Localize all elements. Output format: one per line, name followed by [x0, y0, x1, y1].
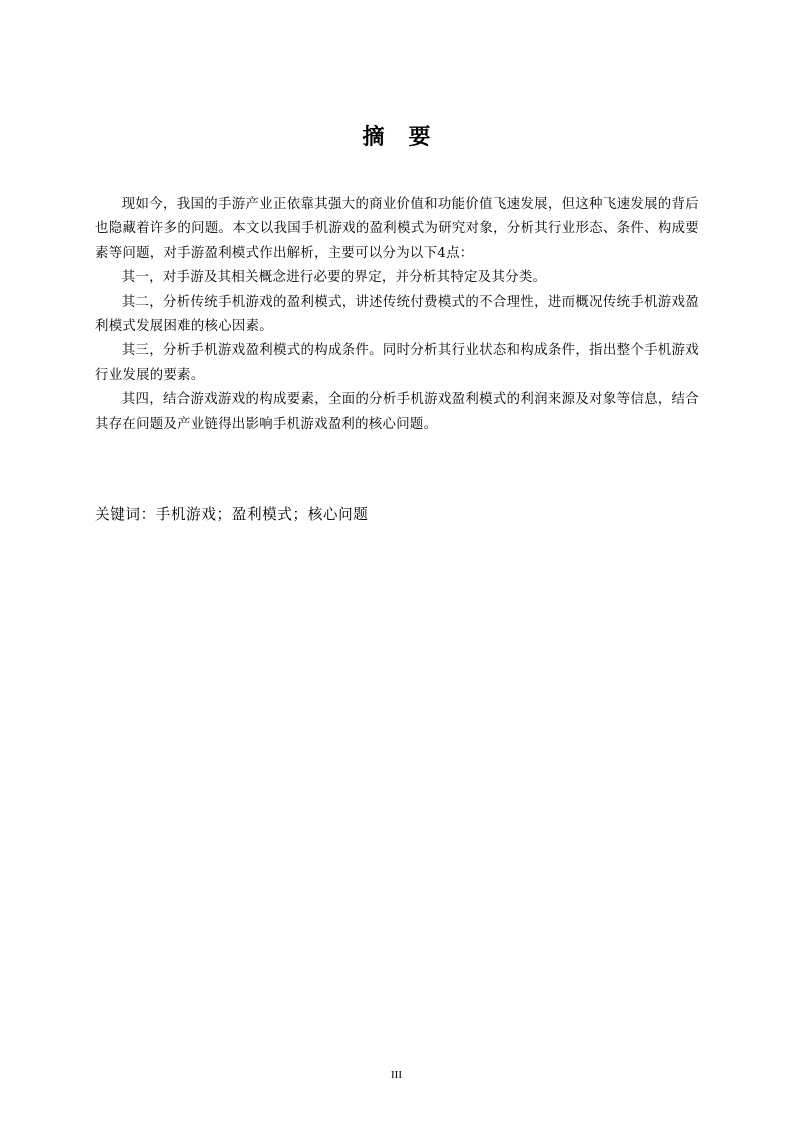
abstract-body	[95, 193, 699, 437]
keywords-line: 关键词：手机游戏；盈利模式；核心问题	[95, 506, 369, 523]
abstract-paragraph-point-4: 其四，结合游戏游戏的构成要素，全面的分析手机游戏盈利模式的利润来源及对象等信息，结合其存在问题及产业链得出影响手机游戏盈利的核心问题。	[95, 392, 699, 432]
abstract-title: 摘要	[362, 125, 455, 150]
page-number: III	[391, 1069, 402, 1081]
abstract-paragraph-intro: 现如今，我国的手游产业正依靠其强大的商业价值和功能价值飞速发展，但这种飞速发展的背后也隐藏着许多的问题。本文以我国手机游戏的盈利模式为研究对象，分析其行业形态、条件、构成要素等问题，对手游盈利模式作出解析，主要可以分为以下4点：	[95, 197, 699, 261]
abstract-paragraph-point-2: 其二，分析传统手机游戏的盈利模式，讲述传统付费模式的不合理性，进而概况传统手机游戏盈利模式发展困难的核心因素。	[95, 294, 699, 335]
abstract-paragraph-point-1: 其一，对手游及其相关概念进行必要的界定，并分析其特定及其分类。	[121, 270, 547, 286]
abstract-paragraph-point-3: 其三，分析手机游戏盈利模式的构成条件。同时分析其行业状态和构成条件，指出整个手机游戏行业发展的要素。	[95, 343, 699, 383]
